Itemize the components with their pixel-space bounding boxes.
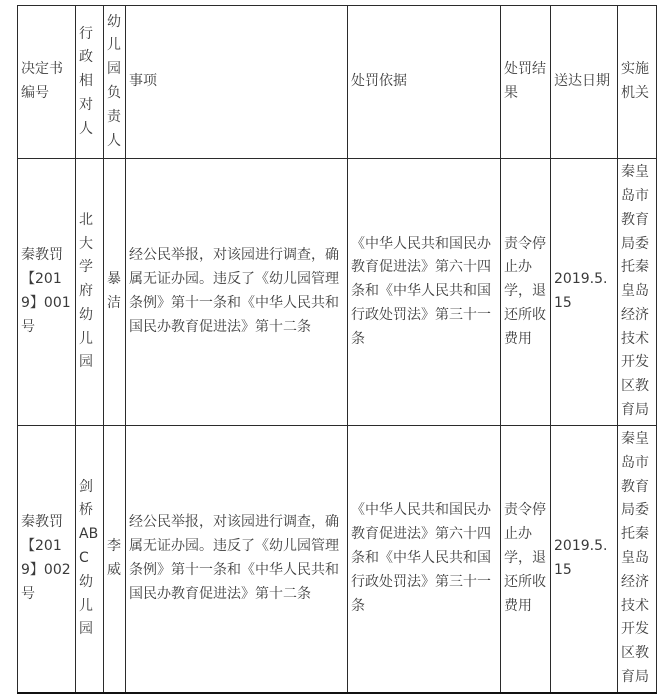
header-delivery-date: 送达日期 xyxy=(551,6,618,159)
table-row xyxy=(18,159,657,426)
cell-agency: 秦皇岛市教育局委托秦皇岛经济技术开发区教育局 xyxy=(618,159,657,426)
cell-result: 责令停止办学，退还所收费用 xyxy=(501,426,551,693)
header-matter: 事项 xyxy=(126,6,348,159)
cell-decision-no: 秦教罚【2019】001号 xyxy=(18,159,76,426)
cell-principal: 暴洁 xyxy=(104,159,126,426)
cell-respondent: 剑桥ABC幼儿园 xyxy=(76,426,104,693)
penalty-table xyxy=(17,5,657,694)
header-result: 处罚结果 xyxy=(501,6,551,159)
header-agency: 实施机关 xyxy=(618,6,657,159)
cell-basis: 《中华人民共和国民办教育促进法》第六十四条和《中华人民共和国行政处罚法》第三十一条 xyxy=(348,426,501,693)
cell-delivery-date: 2019.5.15 xyxy=(551,426,618,693)
cell-result: 责令停止办学，退还所收费用 xyxy=(501,159,551,426)
table-header-row xyxy=(18,6,657,159)
cell-matter: 经公民举报，对该园进行调查，确属无证办园。违反了《幼儿园管理条例》第十一条和《中华人民共和国民办教育促进法》第十二条 xyxy=(126,426,348,693)
cell-decision-no: 秦教罚【2019】002号 xyxy=(18,426,76,693)
header-basis: 处罚依据 xyxy=(348,6,501,159)
header-respondent: 行政相对人 xyxy=(76,6,104,159)
cell-matter: 经公民举报，对该园进行调查，确属无证办园。违反了《幼儿园管理条例》第十一条和《中华人民共和国民办教育促进法》第十二条 xyxy=(126,159,348,426)
cell-basis: 《中华人民共和国民办教育促进法》第六十四条和《中华人民共和国行政处罚法》第三十一条 xyxy=(348,159,501,426)
cell-principal: 李威 xyxy=(104,426,126,693)
cell-delivery-date: 2019.5.15 xyxy=(551,159,618,426)
header-decision-no: 决定书编号 xyxy=(18,6,76,159)
cell-agency: 秦皇岛市教育局委托秦皇岛经济技术开发区教育局 xyxy=(618,426,657,693)
cell-respondent: 北大学府幼儿园 xyxy=(76,159,104,426)
header-principal: 幼儿园负责人 xyxy=(104,6,126,159)
table-row xyxy=(18,426,657,693)
